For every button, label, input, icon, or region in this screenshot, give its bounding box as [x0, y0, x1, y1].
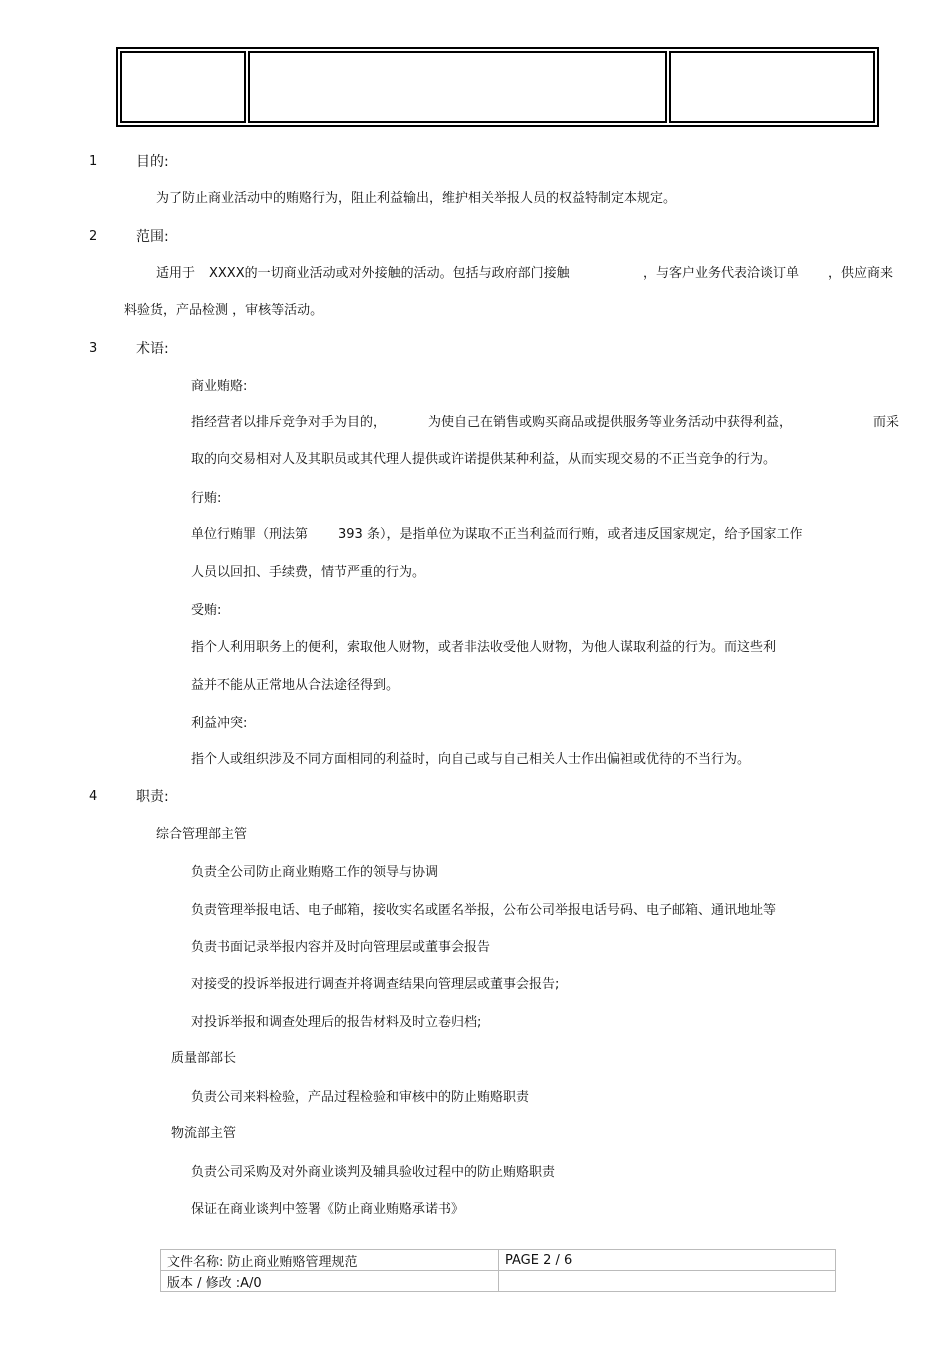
- footer-file-name: 文件名称: 防止商业贿赂管理规范: [161, 1250, 499, 1271]
- duty-3b: 保证在商业谈判中签署《防止商业贿赂承诺书》: [191, 1202, 465, 1217]
- duty-1d: 对接受的投诉举报进行调查并将调查结果向管理层或董事会报告;: [191, 977, 560, 992]
- term-2-line1-b: 393 条），是指单位为谋取不正当利益而行贿，或者违反国家规定，给予国家工作: [338, 527, 803, 542]
- section-4-title: 职责:: [136, 789, 169, 805]
- section-1-number: 1: [89, 154, 98, 169]
- section-1-text: 为了防止商业活动中的贿赂行为，阻止利益输出，维护相关举报人员的权益特制定本规定。: [156, 191, 677, 206]
- footer-version: 版本 / 修改 :A/0: [161, 1271, 499, 1292]
- section-3-number: 3: [89, 341, 98, 356]
- duty-2a: 负责公司来料检验，产品过程检验和审核中的防止贿赂职责: [191, 1090, 530, 1105]
- term-bribing: 行贿:: [191, 491, 222, 506]
- footer-table: [160, 1249, 836, 1292]
- scope-line2: 料验货，产品检测 ，审核等活动。: [124, 303, 324, 318]
- term-accepting-bribe: 受贿:: [191, 603, 222, 618]
- scope-line1-a: 适用于: [156, 266, 196, 281]
- section-2-title: 范围:: [136, 229, 169, 245]
- term-commercial-bribery: 商业贿赂:: [191, 379, 248, 394]
- section-4-number: 4: [89, 789, 98, 804]
- footer-blank: [499, 1271, 836, 1292]
- header-title-cell: [248, 51, 667, 123]
- duty-1b: 负责管理举报电话、电子邮箱，接收实名或匿名举报，公布公司举报电话号码、电子邮箱、通讯地址等: [191, 903, 777, 918]
- term-1-line2: 取的向交易相对人及其职员或其代理人提供或许诺提供某种利益，从而实现交易的不正当竞争的行为。: [191, 452, 777, 467]
- section-2-number: 2: [89, 229, 98, 244]
- term-2-line2: 人员以回扣、手续费，情节严重的行为。: [191, 565, 426, 580]
- term-3-line1: 指个人利用职务上的便利，索取他人财物，或者非法收受他人财物，为他人谋取利益的行为。而这些利: [191, 640, 777, 655]
- term-1-line1-b: 为使自己在销售或购买商品或提供服务等业务活动中获得利益，: [428, 415, 793, 430]
- term-2-line1-a: 单位行贿罪（刑法第: [191, 527, 309, 542]
- term-1-line1-c: 而采: [873, 415, 900, 430]
- role-logistics: 物流部主管: [171, 1126, 237, 1141]
- term-conflict-of-interest: 利益冲突:: [191, 716, 248, 731]
- scope-line1-d: ，供应商来: [828, 266, 894, 281]
- term-3-line2: 益并不能从正常地从合法途径得到。: [191, 678, 400, 693]
- role-general-management: 综合管理部主管: [156, 827, 248, 842]
- section-1-title: 目的:: [136, 154, 169, 170]
- header-box: [116, 47, 879, 127]
- term-4-line1: 指个人或组织涉及不同方面相同的利益时，向自己或与自己相关人士作出偏袒或优待的不当行为。: [191, 752, 751, 767]
- section-3-title: 术语:: [136, 341, 169, 357]
- duty-3a: 负责公司采购及对外商业谈判及辅具验收过程中的防止贿赂职责: [191, 1165, 556, 1180]
- duty-1c: 负责书面记录举报内容并及时向管理层或董事会报告: [191, 940, 491, 955]
- term-1-line1-a: 指经营者以排斥竞争对手为目的，: [191, 415, 387, 430]
- header-logo-cell: [120, 51, 246, 123]
- header-info-cell: [669, 51, 875, 123]
- role-quality: 质量部部长: [171, 1051, 237, 1066]
- scope-line1-c: ，与客户业务代表洽谈订单: [643, 266, 800, 281]
- duty-1e: 对投诉举报和调查处理后的报告材料及时立卷归档;: [191, 1015, 482, 1030]
- duty-1a: 负责全公司防止商业贿赂工作的领导与协调: [191, 865, 439, 880]
- scope-line1-b: XXXX的一切商业活动或对外接触的活动。包括与政府部门接触: [209, 266, 570, 281]
- footer-page: PAGE 2 / 6: [499, 1250, 836, 1271]
